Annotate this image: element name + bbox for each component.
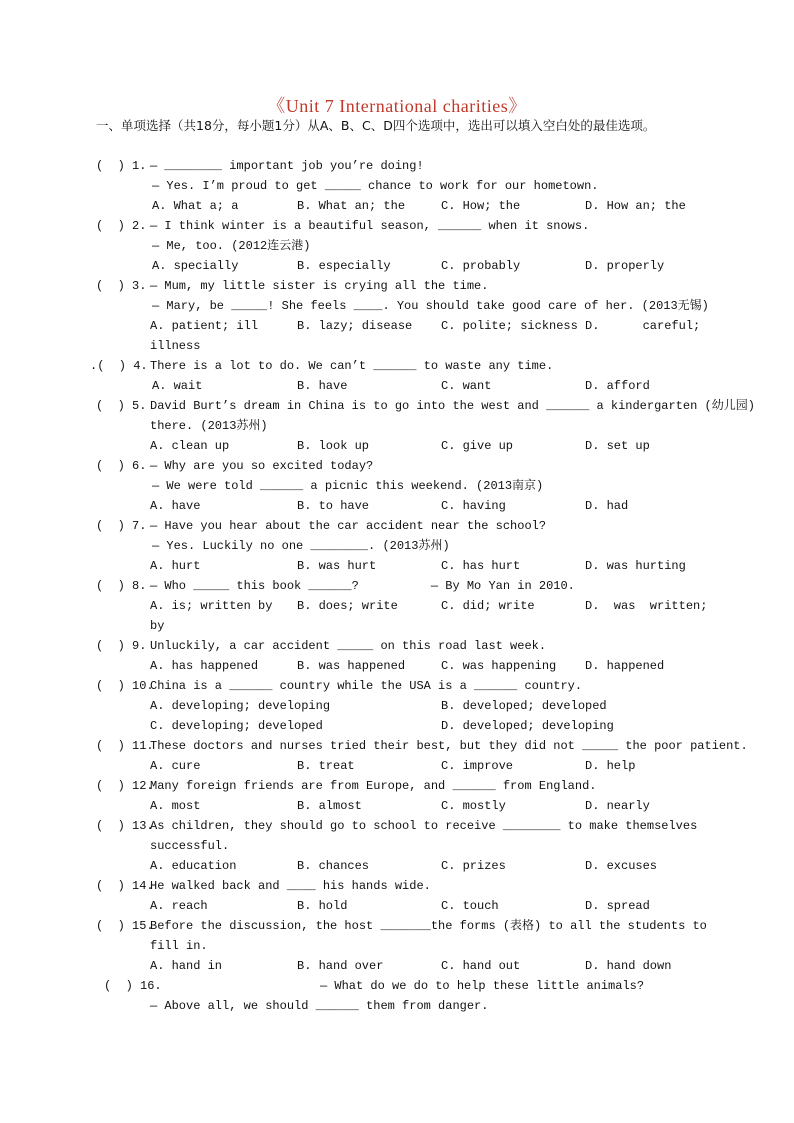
answer-option: A. specially [152, 259, 239, 273]
question-number: ( ) 3. [96, 279, 147, 293]
answer-option: D. happened [585, 659, 665, 673]
question-text: — Mary, be _____! She feels ____. You should take good care of her. (2013无锡) [152, 299, 709, 313]
question-text: — Mum, my little sister is crying all the time. [150, 279, 489, 293]
answer-option: D. careful; [585, 319, 701, 333]
answer-option: C. mostly [441, 799, 506, 813]
question-text: — Yes. I’m proud to get _____ chance to work for our hometown. [152, 179, 599, 193]
answer-option: C. improve [441, 759, 514, 773]
answer-option: D. spread [585, 899, 650, 913]
question-number: ( ) 13. [96, 819, 154, 833]
answer-option: B. look up [297, 439, 370, 453]
answer-option: B. hand over [297, 959, 384, 973]
answer-option: B. have [297, 379, 348, 393]
question-text: successful. [150, 839, 230, 853]
answer-option: B. developed; developed [441, 699, 607, 713]
question-number: ( ) 12. [96, 779, 154, 793]
answer-option: B. especially [297, 259, 391, 273]
answer-option: C. did; write [441, 599, 535, 613]
question-number: ( ) 1. [96, 159, 147, 173]
question-text: As children, they should go to school to receive ________ to make themselves [150, 819, 698, 833]
question-number: ( ) 7. [96, 519, 147, 533]
answer-option-continued: illness [150, 339, 201, 353]
answer-option: B. almost [297, 799, 362, 813]
answer-option: A. clean up [150, 439, 230, 453]
question-text: — I think winter is a beautiful season, ______ when it snows. [150, 219, 590, 233]
question-text: Many foreign friends are from Europe, and ______ from England. [150, 779, 597, 793]
question-number: ( ) 10. [96, 679, 154, 693]
answer-option: B. lazy; disease [297, 319, 413, 333]
answer-option: A. education [150, 859, 237, 873]
question-number: ( ) 15. [96, 919, 154, 933]
question-number: ( ) 5. [96, 399, 147, 413]
answer-option: B. What an; the [297, 199, 406, 213]
question-text: — ________ important job you’re doing! [150, 159, 424, 173]
worksheet-title: 《Unit 7 International charities》 [267, 96, 527, 116]
question-text: fill in. [150, 939, 208, 953]
question-text: David Burt’s dream in China is to go into the west and ______ a kindergarten (幼儿园) [150, 399, 755, 413]
answer-option: C. has hurt [441, 559, 521, 573]
question-number: ( ) 11. [96, 739, 154, 753]
answer-option: C. prizes [441, 859, 506, 873]
answer-option: D. had [585, 499, 629, 513]
answer-option: B. hold [297, 899, 348, 913]
question-text: — Yes. Luckily no one ________. (2013苏州) [152, 539, 450, 553]
answer-option: D. excuses [585, 859, 658, 873]
answer-option: A. What a; a [152, 199, 239, 213]
answer-option: C. give up [441, 439, 514, 453]
answer-option: A. has happened [150, 659, 259, 673]
question-number: ( ) 8. [96, 579, 147, 593]
answer-option: A. is; written by [150, 599, 273, 613]
answer-option: D. was hurting [585, 559, 686, 573]
answer-option: B. does; write [297, 599, 398, 613]
question-text: — Above all, we should ______ them from danger. [150, 999, 489, 1013]
answer-option: D. developed; developing [441, 719, 614, 733]
section-instructions: 一、单项选择（共18分，每小题1分）从A、B、C、D四个选项中，选出可以填入空白处的最佳选项。 [96, 118, 656, 133]
question-text: Before the discussion, the host _______the forms (表格) to all the students to [150, 919, 707, 933]
question-text: — Me, too. (2012连云港) [152, 239, 311, 253]
answer-option: A. cure [150, 759, 201, 773]
answer-option: D. hand down [585, 959, 672, 973]
question-text: — Who _____ this book ______? — By Mo Yan in 2010. [150, 579, 575, 593]
answer-option: A. wait [152, 379, 203, 393]
question-number: ( ) 16. [104, 979, 162, 993]
question-number: ( ) 2. [96, 219, 147, 233]
answer-option: D. nearly [585, 799, 650, 813]
answer-option: D. set up [585, 439, 650, 453]
answer-option: C. developing; developed [150, 719, 323, 733]
answer-option: C. having [441, 499, 506, 513]
question-text: China is a ______ country while the USA is a ______ country. [150, 679, 583, 693]
question-text: — We were told ______ a picnic this weekend. (2013南京) [152, 479, 544, 493]
answer-option: A. patient; ill [150, 319, 259, 333]
answer-option: A. hurt [150, 559, 201, 573]
answer-option: A. hand in [150, 959, 223, 973]
answer-option: D. afford [585, 379, 650, 393]
answer-option: D. How an; the [585, 199, 686, 213]
question-text: — Have you hear about the car accident near the school? [150, 519, 547, 533]
answer-option: B. chances [297, 859, 370, 873]
answer-option-continued: by [150, 619, 165, 633]
question-text: There is a lot to do. We can’t ______ to waste any time. [150, 359, 554, 373]
question-text: — What do we do to help these little animals? [320, 979, 645, 993]
question-number: .( ) 4. [90, 359, 148, 373]
question-text: These doctors and nurses tried their best, but they did not _____ the poor patient. [150, 739, 748, 753]
answer-option: A. developing; developing [150, 699, 331, 713]
answer-option: C. probably [441, 259, 521, 273]
answer-option: B. treat [297, 759, 355, 773]
answer-option: C. hand out [441, 959, 521, 973]
answer-option: B. was hurt [297, 559, 377, 573]
answer-option: D. properly [585, 259, 665, 273]
question-text: Unluckily, a car accident _____ on this road last week. [150, 639, 547, 653]
answer-option: D. help [585, 759, 636, 773]
question-number: ( ) 9. [96, 639, 147, 653]
answer-option: A. most [150, 799, 201, 813]
answer-option: A. have [150, 499, 201, 513]
answer-option: D. was written; [585, 599, 708, 613]
answer-option: B. to have [297, 499, 370, 513]
question-text: there. (2013苏州) [150, 419, 268, 433]
answer-option: C. How; the [441, 199, 521, 213]
question-number: ( ) 6. [96, 459, 147, 473]
answer-option: A. reach [150, 899, 208, 913]
question-number: ( ) 14. [96, 879, 154, 893]
question-text: He walked back and ____ his hands wide. [150, 879, 431, 893]
answer-option: C. was happening [441, 659, 557, 673]
answer-option: C. touch [441, 899, 499, 913]
answer-option: C. polite; sickness [441, 319, 578, 333]
answer-option: C. want [441, 379, 492, 393]
answer-option: B. was happened [297, 659, 406, 673]
question-text: — Why are you so excited today? [150, 459, 374, 473]
